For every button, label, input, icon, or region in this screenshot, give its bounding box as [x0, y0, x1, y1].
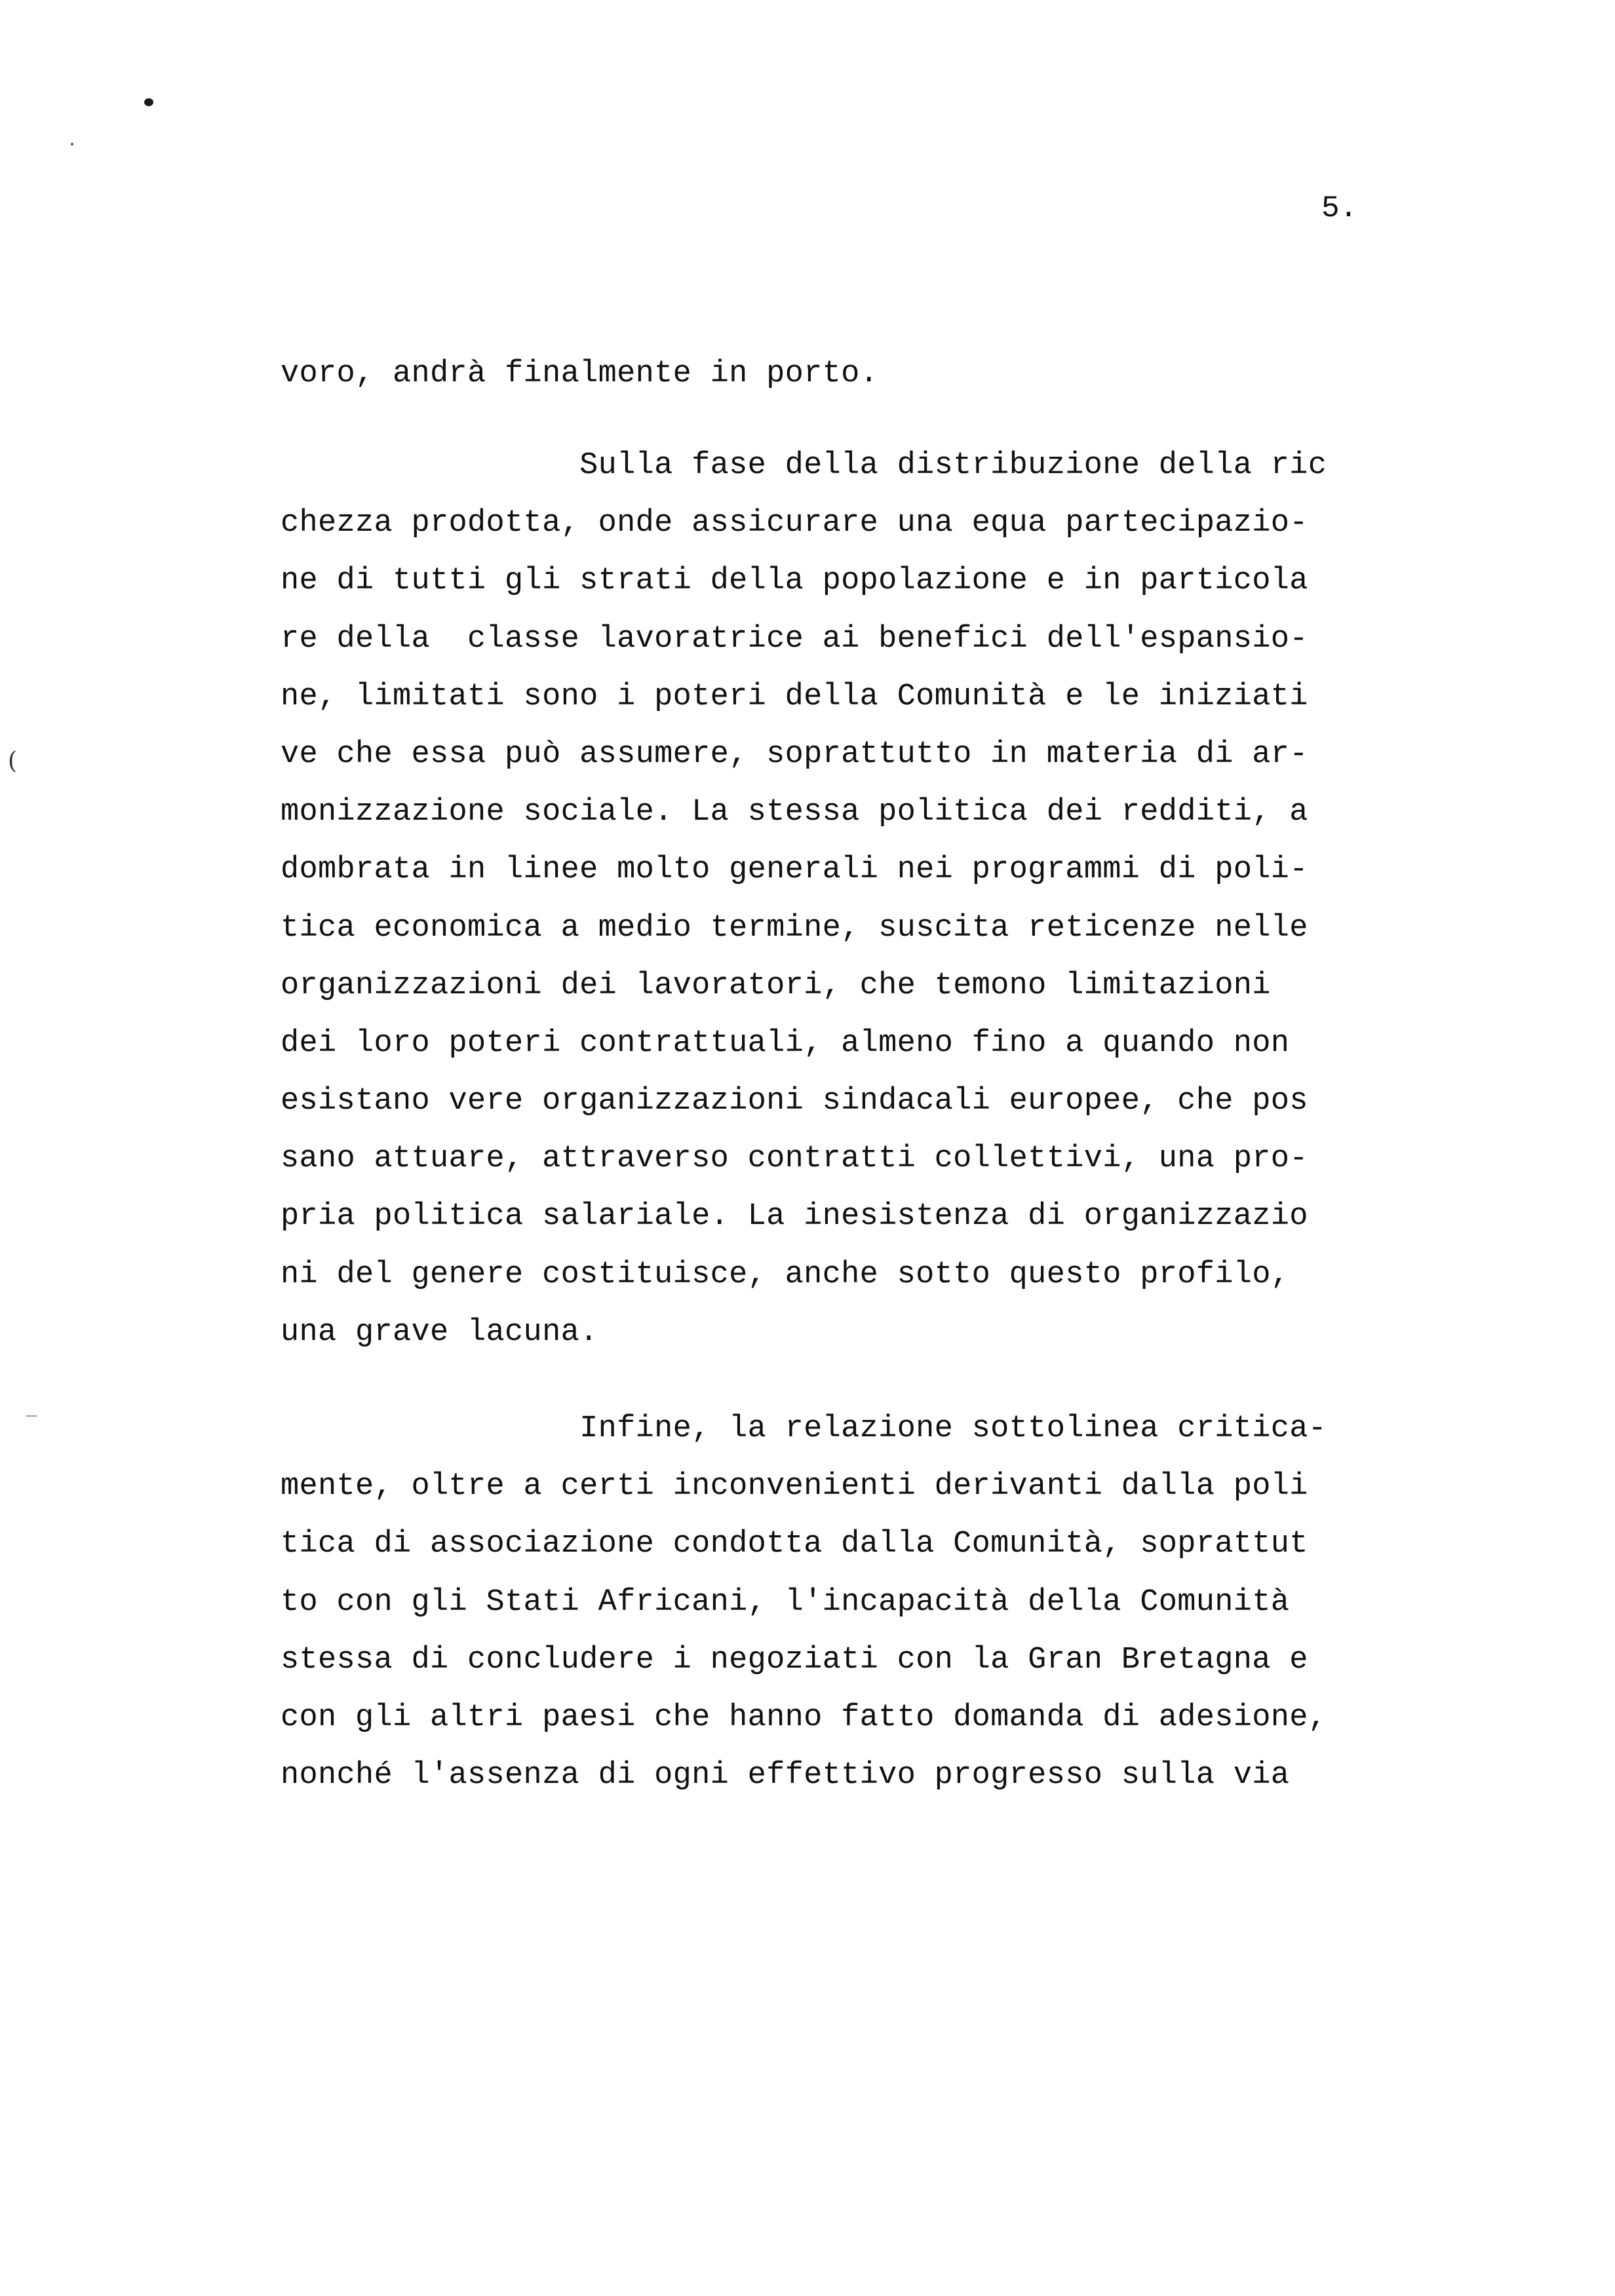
text-line: monizzazione sociale. La stessa politica dei redditi, a	[281, 795, 1308, 830]
text-line: nonché l'assenza di ogni effettivo progresso sulla via	[281, 1758, 1290, 1793]
text-line: tica di associazione condotta dalla Comunità, soprattut	[281, 1527, 1308, 1562]
text-line: con gli altri paesi che hanno fatto domanda di adesione,	[281, 1700, 1327, 1735]
text-line: stessa di concludere i negoziati con la Gran Bretagna e	[281, 1642, 1308, 1677]
paragraph-1	[281, 345, 1408, 403]
paragraph-3	[281, 1400, 1408, 1805]
text-line: voro, andrà finalmente in porto.	[281, 356, 879, 391]
ink-speck	[71, 143, 73, 145]
text-line: esistano vere organizzazioni sindacali europee, che pos	[281, 1084, 1308, 1119]
text-line: una grave lacuna.	[281, 1314, 598, 1350]
ink-dot	[144, 98, 153, 106]
text-line: ni del genere costituisce, anche sotto questo profilo,	[281, 1257, 1290, 1292]
text-line: Infine, la relazione sottolinea critica-	[281, 1411, 1327, 1446]
paragraph-2	[281, 437, 1408, 1362]
margin-dash	[26, 1415, 37, 1417]
text-line: ve che essa può assumere, soprattutto in materia di ar-	[281, 737, 1308, 772]
margin-mark: (	[8, 748, 18, 775]
text-line: Sulla fase della distribuzione della ric	[281, 448, 1327, 483]
text-line: ne, limitati sono i poteri della Comunità e le iniziati	[281, 679, 1308, 714]
text-line: tica economica a medio termine, suscita reticenze nelle	[281, 910, 1308, 946]
page-number: 5.	[1321, 191, 1358, 225]
text-line: dei loro poteri contrattuali, almeno fino a quando non	[281, 1025, 1290, 1061]
text-line: sano attuare, attraverso contratti collettivi, una pro-	[281, 1141, 1308, 1177]
text-line: re della classe lavoratrice ai benefici dell'espansio-	[281, 621, 1308, 657]
text-line: pria politica salariale. La inesistenza di organizzazio	[281, 1199, 1308, 1234]
text-line: mente, oltre a certi inconvenienti derivanti dalla poli	[281, 1469, 1308, 1504]
text-line: organizzazioni dei lavoratori, che temono limitazioni	[281, 968, 1271, 1003]
text-line: ne di tutti gli strati della popolazione e in particola	[281, 564, 1308, 599]
text-line: chezza prodotta, onde assicurare una equa partecipazio-	[281, 506, 1308, 541]
text-line: to con gli Stati Africani, l'incapacità della Comunità	[281, 1584, 1290, 1620]
text-line: dombrata in linee molto generali nei programmi di poli-	[281, 852, 1308, 888]
